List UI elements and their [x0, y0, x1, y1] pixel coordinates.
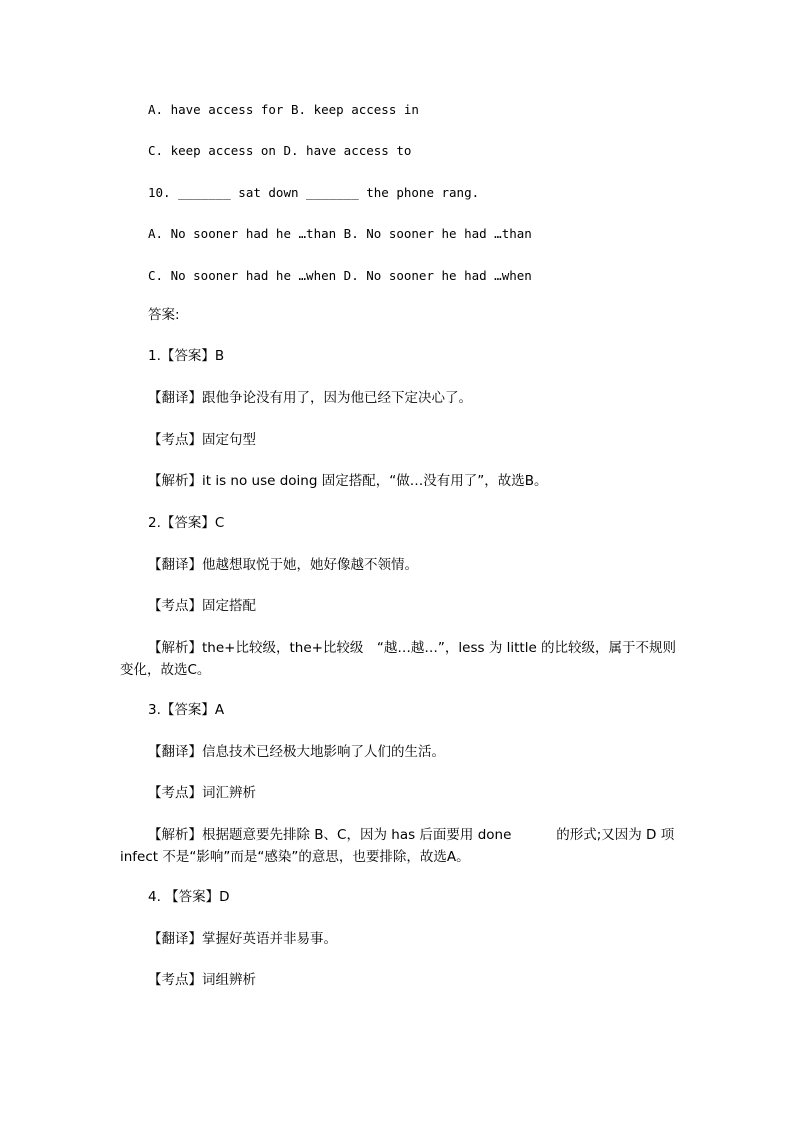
translation-1: 【翻译】跟他争论没有用了，因为他已经下定决心了。 — [148, 390, 472, 406]
answer-2: 2.【答案】C — [148, 515, 225, 531]
testpoint-2: 【考点】固定搭配 — [148, 598, 256, 614]
analysis-2: 【解析】the+比较级，the+比较级 “越…越…”，less 为 little 的比较级，属于不规则 变化，故选C。 — [120, 640, 677, 678]
translation-3: 【翻译】信息技术已经极大地影响了人们的生活。 — [148, 744, 445, 760]
option-line-10cd: C. No sooner had he …when D. No sooner he had …when — [148, 268, 532, 283]
option-line-9cd: C. keep access on D. have access to — [148, 143, 412, 158]
question-10: 10. _______ sat down _______ the phone rang. — [148, 185, 480, 200]
testpoint-3: 【考点】词汇辨析 — [148, 785, 256, 801]
answer-1: 1.【答案】B — [148, 348, 225, 364]
testpoint-4: 【考点】词组辨析 — [148, 972, 256, 988]
answer-3: 3.【答案】A — [148, 702, 225, 718]
answers-heading: 答案: — [148, 307, 180, 323]
option-line-10ab: A. No sooner had he …than B. No sooner he had …than — [148, 226, 532, 241]
translation-4: 【翻译】掌握好英语并非易事。 — [148, 931, 337, 947]
translation-2: 【翻译】他越想取悦于她，她好像越不领情。 — [148, 557, 418, 573]
analysis-3: 【解析】根据题意要先排除 B、C，因为 has 后面要用 done 的形式;又因为 D 项 infect 不是“影响”而是“感染”的意思，也要排除，故选A。 — [120, 827, 675, 865]
answer-4: 4. 【答案】D — [148, 889, 230, 905]
option-line-9ab: A. have access for B. keep access in — [148, 102, 419, 117]
analysis-1: 【解析】it is no use doing 固定搭配，“做…没有用了”，故选B。 — [148, 473, 548, 489]
testpoint-1: 【考点】固定句型 — [148, 432, 256, 448]
